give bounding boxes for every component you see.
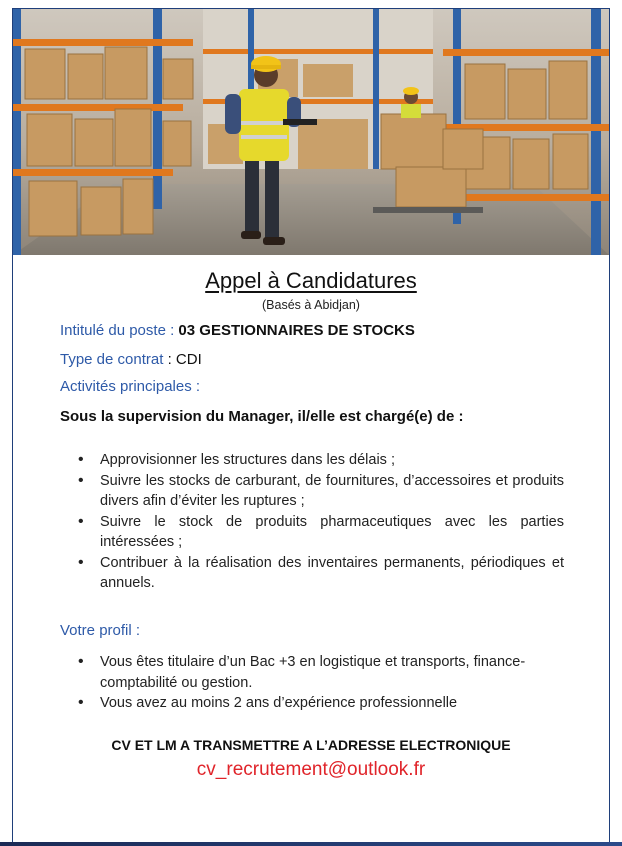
list-item: • Suivre les stocks de carburant, de fournitures, d’accessoires et produits divers afin d’éviter les ruptures ; — [78, 471, 564, 512]
list-item: • Suivre le stock de produits pharmaceutiques avec les parties intéressées ; — [78, 512, 564, 553]
list-item: • Contribuer à la réalisation des inventaires permanents, périodiques et annuels. — [78, 553, 564, 594]
page-title: Appel à Candidatures — [205, 268, 417, 293]
list-item: • Vous êtes titulaire d’un Bac +3 en logistique et transports, finance-comptabilité ou gestion. — [78, 652, 548, 693]
activities-heading: Activités principales : — [60, 378, 201, 395]
list-item: • Vous avez au moins 2 ans d’expérience professionnelle — [78, 693, 548, 714]
job-title-label: Intitulé du poste : — [60, 322, 175, 339]
contract-value: : CDI — [167, 351, 202, 368]
profile-list — [78, 652, 548, 714]
header-photo — [13, 9, 609, 255]
cv-instruction: CV ET LM A TRANSMETTRE A L’ADRESSE ELECTRONIQUE — [111, 737, 511, 753]
contract-label: Type de contrat — [60, 351, 164, 368]
list-item: • Approvisionner les structures dans les délais ; — [78, 450, 564, 471]
contact-email-link[interactable]: cv_recrutement@outlook.fr — [196, 759, 426, 780]
contract-row — [60, 351, 202, 368]
job-title-value: 03 GESTIONNAIRES DE STOCKS — [178, 322, 415, 339]
profile-heading: Votre profil : — [60, 622, 141, 639]
activities-list — [78, 450, 564, 594]
supervision-statement: Sous la supervision du Manager, il/elle est chargé(e) de : — [60, 408, 464, 425]
job-title-row — [60, 322, 415, 339]
location-subtitle: (Basés à Abidjan) — [262, 298, 360, 312]
bottom-strip — [0, 842, 622, 846]
